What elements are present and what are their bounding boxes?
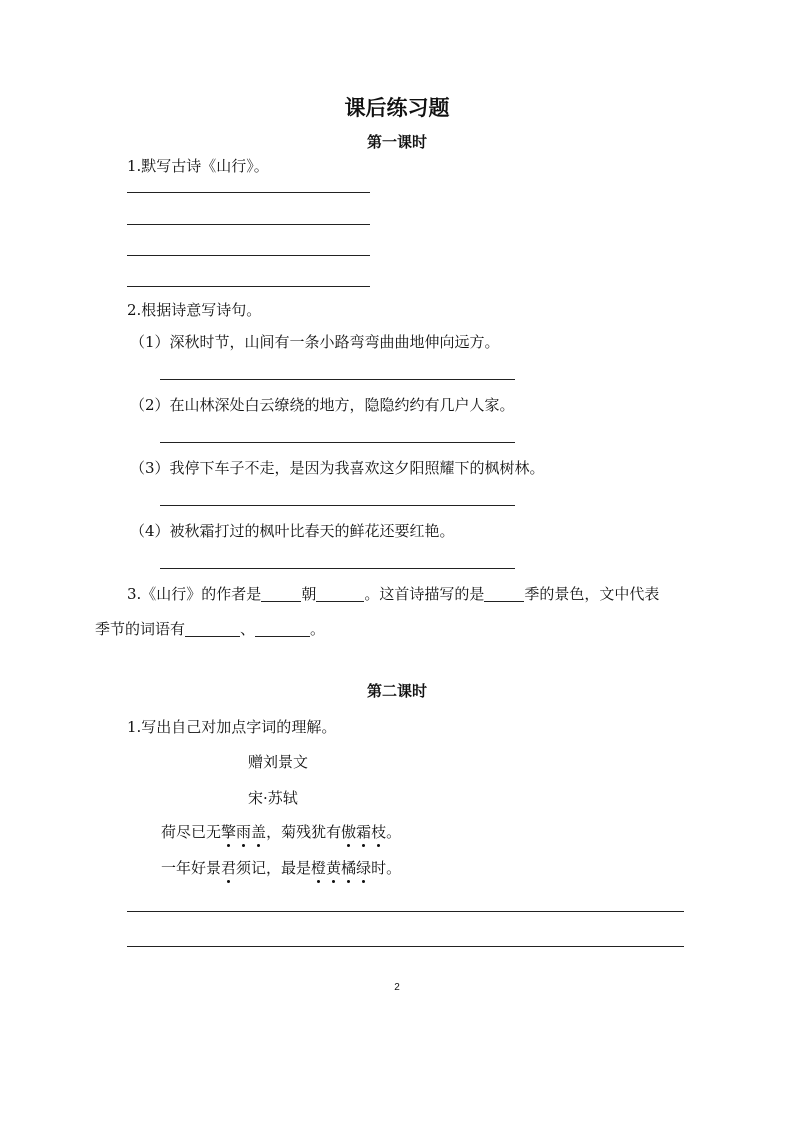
fill-blank[interactable] — [316, 585, 364, 602]
poem-line-2 — [161, 858, 401, 878]
answer-line[interactable] — [160, 568, 515, 569]
dotted-char: 君 — [221, 859, 237, 877]
q3-text: 季节的词语有 — [95, 620, 186, 638]
dotted-word — [311, 859, 371, 877]
lesson1-question3-line1 — [127, 584, 659, 604]
answer-line[interactable] — [127, 224, 370, 225]
dotted-char: 绿 — [356, 859, 372, 877]
lesson2-heading: 第二课时 — [366, 682, 427, 700]
lesson1-question3-line2 — [95, 619, 325, 639]
poem-text: 荷尽已无 — [161, 823, 222, 841]
lesson2-question1: 1.写出自己对加点字词的理解。 — [127, 718, 337, 736]
poem-author: 宋·苏轼 — [248, 789, 298, 807]
lesson1-question1: 1.默写古诗《山行》。 — [127, 157, 269, 175]
dotted-char: 擎 — [221, 823, 237, 841]
answer-line[interactable] — [160, 379, 515, 380]
q2-item-4: （4）被秋霜打过的枫叶比春天的鲜花还要红艳。 — [130, 522, 455, 540]
answer-line[interactable] — [127, 192, 370, 193]
q3-text: 季的景色，文中代表 — [524, 585, 660, 603]
answer-line[interactable] — [127, 946, 684, 947]
fill-blank[interactable] — [255, 620, 310, 637]
lesson1-question2: 2.根据诗意写诗句。 — [127, 301, 262, 319]
dotted-char: 枝 — [371, 823, 387, 841]
page-number: 2 — [394, 982, 400, 993]
fill-blank[interactable] — [261, 585, 301, 602]
q3-text: 。 — [310, 620, 326, 638]
dotted-char: 盖 — [251, 823, 267, 841]
fill-blank[interactable] — [185, 620, 240, 637]
dotted-char: 雨 — [236, 823, 252, 841]
q3-text: 朝 — [301, 585, 317, 603]
q3-text: 、 — [240, 620, 256, 638]
poem-text: 时。 — [371, 859, 402, 877]
q2-item-3: （3）我停下车子不走，是因为我喜欢这夕阳照耀下的枫树林。 — [130, 459, 545, 477]
poem-text: ，菊残犹有 — [266, 823, 342, 841]
q3-text: 3.《山行》的作者是 — [127, 585, 262, 603]
poem-text: 一年好景 — [161, 859, 222, 877]
dotted-char: 黄 — [326, 859, 342, 877]
dotted-char: 霜 — [356, 823, 372, 841]
page-title: 课后练习题 — [344, 96, 450, 120]
poem-line-1 — [161, 822, 401, 842]
dotted-word — [221, 859, 236, 877]
lesson1-heading: 第一课时 — [366, 133, 427, 151]
answer-line[interactable] — [160, 442, 515, 443]
dotted-char: 橙 — [311, 859, 327, 877]
answer-line[interactable] — [127, 286, 370, 287]
fill-blank[interactable] — [484, 585, 524, 602]
q2-item-2: （2）在山林深处白云缭绕的地方，隐隐约约有几户人家。 — [130, 396, 515, 414]
poem-title: 赠刘景文 — [248, 753, 309, 771]
answer-line[interactable] — [160, 505, 515, 506]
dotted-char: 橘 — [341, 859, 357, 877]
poem-text: 。 — [386, 823, 402, 841]
answer-line[interactable] — [127, 911, 684, 912]
dotted-word — [221, 823, 266, 841]
q2-item-1: （1）深秋时节，山间有一条小路弯弯曲曲地伸向远方。 — [130, 333, 500, 351]
poem-text: 须记，最是 — [236, 859, 312, 877]
dotted-char: 傲 — [341, 823, 357, 841]
q3-text: 。这首诗描写的是 — [364, 585, 485, 603]
dotted-word — [341, 823, 386, 841]
answer-line[interactable] — [127, 255, 370, 256]
